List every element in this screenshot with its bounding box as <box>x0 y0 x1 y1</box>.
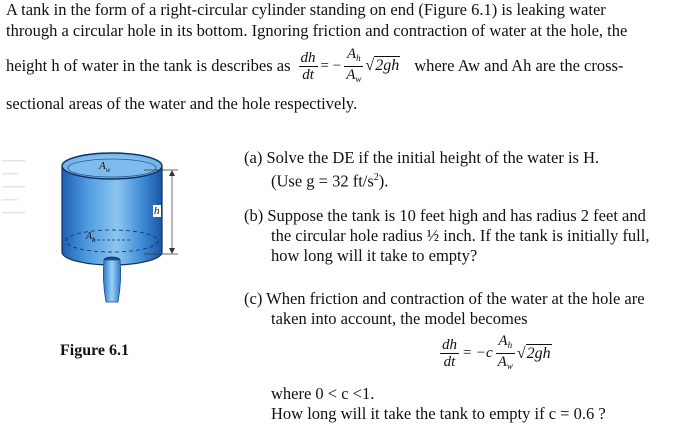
label-aw-sub: w <box>105 166 111 174</box>
eq1-rhs-den-A: A <box>346 66 356 83</box>
eq1-lhs-den: dt <box>302 66 314 83</box>
part-c-line-4: How long will it take the tank to empty if c = 0.6 ? <box>271 404 606 423</box>
intro-line-3-pre: height h of water in the tank is describes as <box>6 56 291 75</box>
eq1-sqrt <box>365 56 400 76</box>
part-a-line-1: (a) Solve the DE if the initial height of the water is H. <box>244 148 600 167</box>
label-h: h <box>154 205 160 217</box>
label-aw-A: A <box>99 160 106 172</box>
eq2-rhs-fraction <box>496 333 515 374</box>
height-arrow-up <box>169 170 175 176</box>
part-c-line-3: where 0 < c <1. <box>271 384 375 403</box>
tank-water-surface <box>68 159 156 177</box>
part-a-line-2 <box>271 168 388 192</box>
eq2-lhs-fraction <box>440 337 459 370</box>
intro-line-4: sectional areas of the water and the hole respectively. <box>6 94 358 113</box>
part-b-line-1: (b) Suppose the tank is 10 feet high and has radius 2 feet and <box>244 206 646 225</box>
eq1-rhs-den <box>344 67 363 87</box>
tank-body <box>62 166 162 265</box>
label-ah-sub: h <box>92 236 96 244</box>
height-arrow-down <box>169 248 175 254</box>
intro-line-2: through a circular hole in its bottom. Ignoring friction and contraction of water at the hole, the <box>6 21 628 40</box>
eq2-sqrt-symbol: √ <box>516 344 526 362</box>
eq2-sqrt <box>517 345 552 363</box>
part-b-line-2: the circular hole radius ½ inch. If the tank is initially full, <box>271 226 650 245</box>
eq1-rhs-num-A: A <box>346 45 357 62</box>
intro-line-1: A tank in the form of a right-circular cylinder standing on end (Figure 6.1) is leaking water <box>6 0 606 19</box>
eq2-rhs-den <box>496 354 515 374</box>
part-c-line-2: taken into account, the model becomes <box>271 309 528 328</box>
equation-2 <box>438 333 552 374</box>
part-a-line-2-sup: 2 <box>373 172 379 183</box>
part-b-line-3: how long will it take to empty? <box>271 246 478 265</box>
eq1-lhs-num: dh <box>300 49 316 66</box>
part-c-line-1: (c) When friction and contraction of the water at the hole are <box>244 289 645 308</box>
intro-line-3 <box>6 46 623 86</box>
eq1-rhs-num <box>344 46 363 67</box>
eq2-rhs-den-A: A <box>497 354 507 370</box>
eq2-sqrt-content: 2gh <box>526 344 551 362</box>
label-aw <box>99 160 110 174</box>
water-stream <box>103 260 120 302</box>
eq1-equals: = − <box>320 58 342 74</box>
eq2-rhs-den-sub: w <box>506 361 513 371</box>
eq1-rhs-num-sub: h <box>356 52 361 63</box>
eq1-sqrt-content: 2gh <box>375 57 400 74</box>
eq2-rhs-num-A: A <box>498 333 508 349</box>
eq2-lhs-num: dh <box>442 337 457 353</box>
eq2-lhs-den: dt <box>443 354 456 370</box>
eq2-rhs-num-sub: h <box>507 340 513 350</box>
eq1-rhs-den-sub: w <box>355 73 362 84</box>
eq2-rhs-num <box>496 333 515 354</box>
label-ah-A: A <box>86 231 93 242</box>
intro-line-3-post: where Aw and Ah are the cross- <box>414 56 624 75</box>
figure-caption: Figure 6.1 <box>60 342 130 359</box>
eq2-equals: = −c <box>462 345 493 361</box>
eq1-rhs-fraction <box>344 46 363 87</box>
part-a-line-2-pre: (Use g = 32 ft/s <box>271 171 374 191</box>
equation-1 <box>297 46 401 87</box>
ghost-text: ▁▁▁ ▁▁ ▁▁▁ ▁▁ ▁▁▁ <box>2 151 26 214</box>
tank-figure <box>40 140 220 320</box>
eq1-lhs-fraction <box>299 50 318 83</box>
part-a-line-2-post: ). <box>378 171 389 191</box>
label-ah <box>86 231 96 244</box>
eq1-sqrt-symbol: √ <box>365 57 375 74</box>
